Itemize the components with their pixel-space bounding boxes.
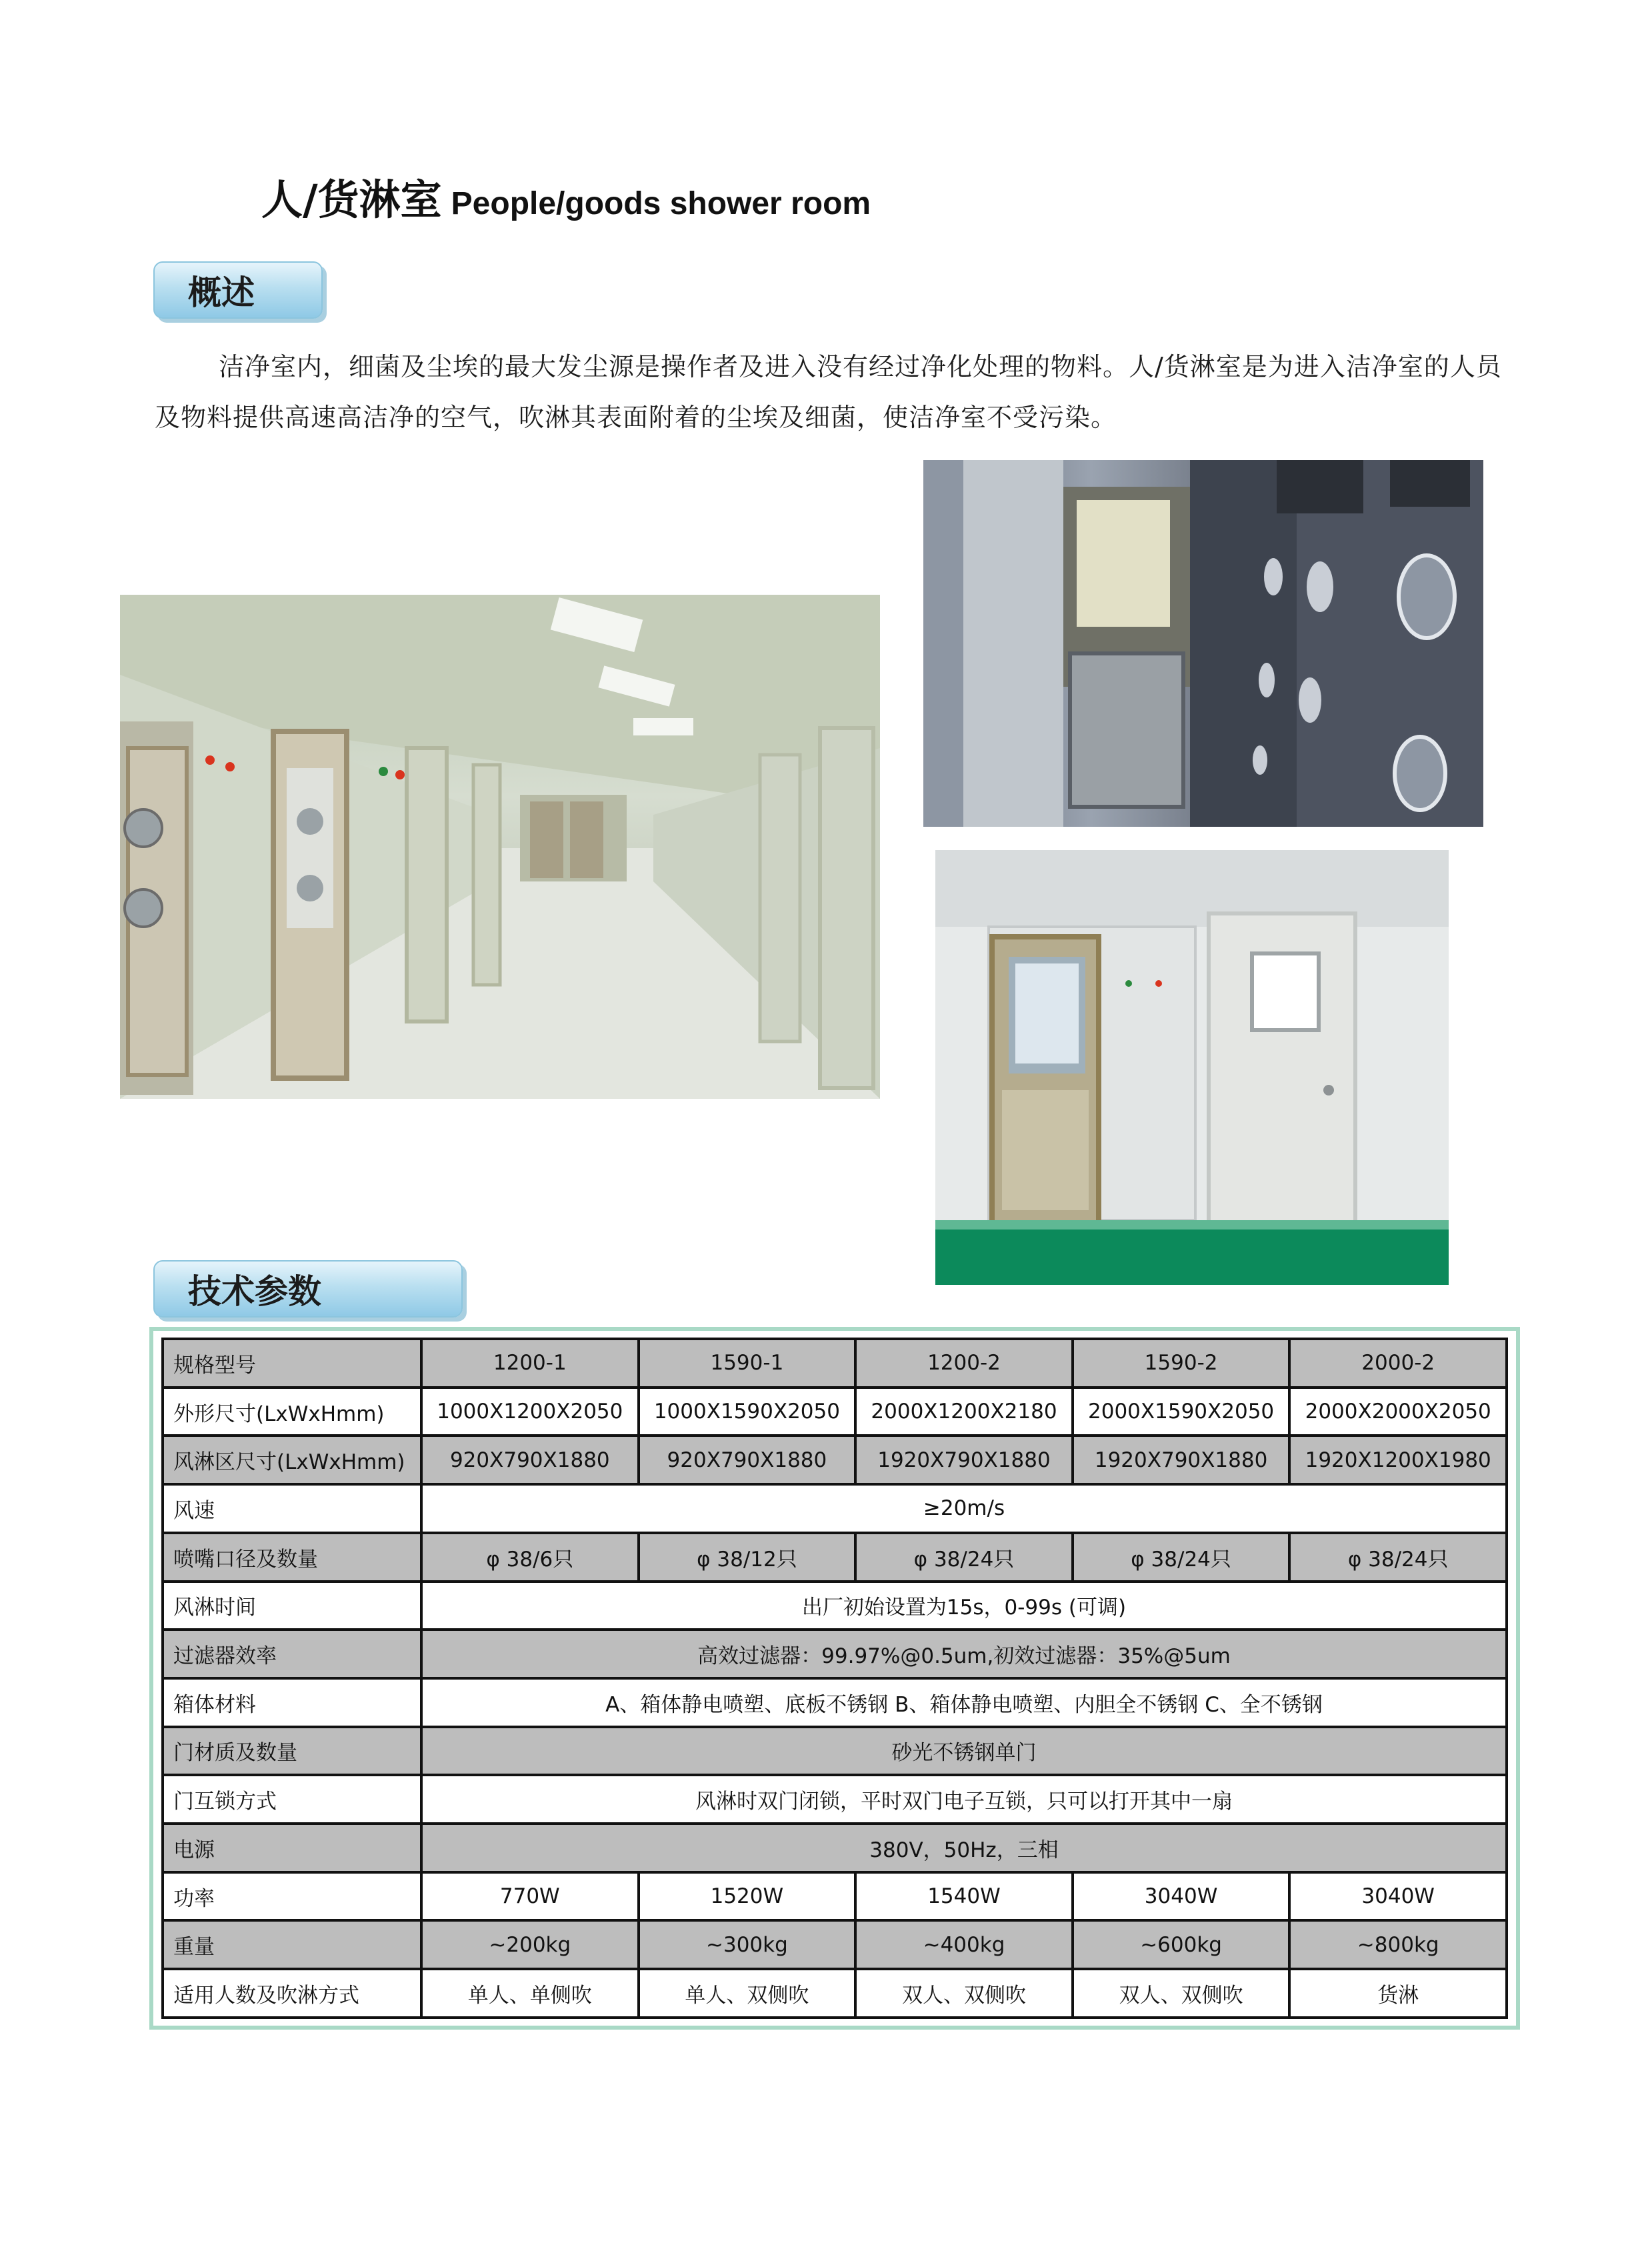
page-title: [261, 167, 871, 226]
row-label: 过滤器效率: [163, 1630, 421, 1678]
table-cell: ~400kg: [855, 1920, 1073, 1969]
row-label: 规格型号: [163, 1339, 421, 1388]
shower-door-illustration: [935, 850, 1449, 1285]
table-cell: 1000X1200X2050: [421, 1388, 639, 1436]
table-cell: 1920X1200X1980: [1289, 1436, 1507, 1484]
table-cell: 2000X1590X2050: [1073, 1388, 1290, 1436]
table-row: [163, 1582, 1507, 1630]
shower-interior-illustration: [923, 460, 1483, 827]
table-cell: φ 38/24只: [1073, 1533, 1290, 1582]
table-cell: ≥20m/s: [421, 1484, 1507, 1533]
table-row: [163, 1969, 1507, 2018]
table-cell: 3040W: [1073, 1872, 1290, 1921]
table-cell: A、箱体静电喷塑、底板不锈钢 B、箱体静电喷塑、内胆全不锈钢 C、全不锈钢: [421, 1678, 1507, 1727]
shower-door-photo: [935, 850, 1449, 1285]
table-cell: 380V，50Hz，三相: [421, 1824, 1507, 1872]
table-row: [163, 1533, 1507, 1582]
table-cell: 920X790X1880: [639, 1436, 856, 1484]
table-row: [163, 1824, 1507, 1872]
row-label: 外形尺寸(LxWxHmm): [163, 1388, 421, 1436]
table-cell: 砂光不锈钢单门: [421, 1727, 1507, 1776]
table-row: [163, 1388, 1507, 1436]
model-header: 1200-1: [421, 1339, 639, 1388]
table-cell: 双人、双侧吹: [1073, 1969, 1290, 2018]
table-cell: 风淋时双门闭锁，平时双门电子互锁，只可以打开其中一扇: [421, 1775, 1507, 1824]
model-header: 2000-2: [1289, 1339, 1507, 1388]
table-cell: ~800kg: [1289, 1920, 1507, 1969]
table-cell: 双人、双侧吹: [855, 1969, 1073, 2018]
table-row: [163, 1920, 1507, 1969]
table-cell: 单人、双侧吹: [639, 1969, 856, 2018]
row-label: 功率: [163, 1872, 421, 1921]
table-row: [163, 1678, 1507, 1727]
shower-interior-photo: [923, 460, 1483, 827]
table-cell: ~200kg: [421, 1920, 639, 1969]
table-cell: 出厂初始设置为15s，0-99s (可调): [421, 1582, 1507, 1630]
row-label: 门材质及数量: [163, 1727, 421, 1776]
model-header: 1200-2: [855, 1339, 1073, 1388]
table-cell: 1000X1590X2050: [639, 1388, 856, 1436]
table-cell: 2000X1200X2180: [855, 1388, 1073, 1436]
table-cell: φ 38/24只: [855, 1533, 1073, 1582]
table-row: [163, 1775, 1507, 1824]
table-cell: ~600kg: [1073, 1920, 1290, 1969]
corridor-illustration: [120, 595, 880, 1099]
row-label: 门互锁方式: [163, 1775, 421, 1824]
row-label: 箱体材料: [163, 1678, 421, 1727]
row-label: 适用人数及吹淋方式: [163, 1969, 421, 2018]
row-label: 重量: [163, 1920, 421, 1969]
table-cell: φ 38/24只: [1289, 1533, 1507, 1582]
row-label: 风淋区尺寸(LxWxHmm): [163, 1436, 421, 1484]
table-row: [163, 1630, 1507, 1678]
table-cell: ~300kg: [639, 1920, 856, 1969]
table-cell: 1920X790X1880: [855, 1436, 1073, 1484]
table-row: [163, 1872, 1507, 1921]
table-cell: 1520W: [639, 1872, 856, 1921]
table-cell: 3040W: [1289, 1872, 1507, 1921]
row-label: 喷嘴口径及数量: [163, 1533, 421, 1582]
table-cell: 770W: [421, 1872, 639, 1921]
section-heading-overview: 概述: [153, 261, 323, 319]
row-label: 风淋时间: [163, 1582, 421, 1630]
model-header: 1590-1: [639, 1339, 856, 1388]
table-cell: 高效过滤器：99.97%@0.5um,初效过滤器：35%@5um: [421, 1630, 1507, 1678]
row-label: 电源: [163, 1824, 421, 1872]
corridor-photo: [120, 595, 880, 1099]
spec-table-frame: [149, 1327, 1520, 2030]
intro-paragraph: 洁净室内，细菌及尘埃的最大发尘源是操作者及进入没有经过净化处理的物料。人/货淋室是为进入洁净室的人员及物料提供高速高洁净的空气，吹淋其表面附着的尘埃及细菌，使洁净室不受污染。: [155, 352, 1502, 432]
table-cell: 1920X790X1880: [1073, 1436, 1290, 1484]
table-cell: 2000X2000X2050: [1289, 1388, 1507, 1436]
table-cell: 920X790X1880: [421, 1436, 639, 1484]
table-row: [163, 1339, 1507, 1388]
page-title-en: People/goods shower room: [451, 186, 871, 221]
table-cell: φ 38/6只: [421, 1533, 639, 1582]
table-row: [163, 1436, 1507, 1484]
table-cell: φ 38/12只: [639, 1533, 856, 1582]
table-row: [163, 1727, 1507, 1776]
spec-table: [161, 1338, 1508, 2019]
model-header: 1590-2: [1073, 1339, 1290, 1388]
table-cell: 1540W: [855, 1872, 1073, 1921]
section-heading-spec: 技术参数: [153, 1260, 463, 1318]
page-title-cn: 人/货淋室: [261, 175, 442, 224]
table-cell: 货淋: [1289, 1969, 1507, 2018]
row-label: 风速: [163, 1484, 421, 1533]
table-cell: 单人、单侧吹: [421, 1969, 639, 2018]
table-row: [163, 1484, 1507, 1533]
